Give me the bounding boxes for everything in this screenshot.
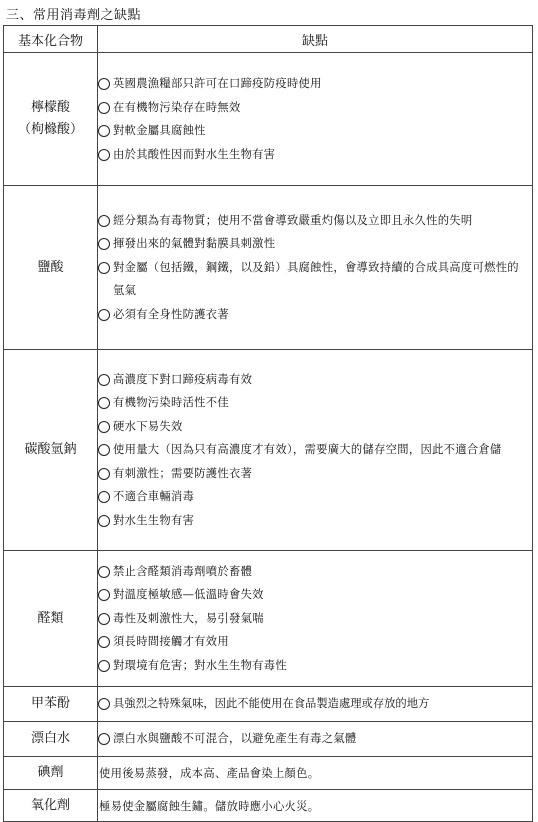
table-row xyxy=(4,790,533,822)
table-row xyxy=(4,186,533,350)
compound-name-cell xyxy=(4,790,98,822)
drawback-item: 對金屬（包括鐵，鋼鐵，以及鉛）具腐蝕性，會導致持續的合成具高度可燃性的氫氣 xyxy=(98,256,529,303)
drawbacks-cell xyxy=(98,53,533,186)
drawback-item: 英國農漁糧部只許可在口蹄疫防疫時使用 xyxy=(98,72,529,96)
drawback-item: 在有機物污染存在時無效 xyxy=(98,96,529,120)
table-row xyxy=(4,687,533,722)
compound-name-cell xyxy=(4,722,98,757)
drawback-item: 揮發出來的氣體對黏膜具刺激性 xyxy=(98,232,529,256)
drawbacks-cell xyxy=(98,687,533,722)
drawback-item: 毒性及刺激性大，易引發氣喘 xyxy=(98,607,529,631)
table-row xyxy=(4,350,533,551)
drawback-item: 由於其酸性因而對水生生物有害 xyxy=(98,143,529,167)
header-row xyxy=(4,26,533,53)
drawbacks-cell xyxy=(98,790,533,822)
compound-name: 氧化劑 xyxy=(30,797,70,813)
circle-bullet-icon xyxy=(98,636,110,648)
table-row xyxy=(4,722,533,757)
circle-bullet-icon xyxy=(98,397,110,409)
compound-name-cell xyxy=(4,53,98,186)
circle-bullet-icon xyxy=(98,262,110,274)
drawback-item: 禁止含醛類消毒劑噴於畜體 xyxy=(98,560,529,584)
circle-bullet-icon xyxy=(98,102,110,114)
circle-bullet-icon xyxy=(98,491,110,503)
circle-bullet-icon xyxy=(98,309,110,321)
drawbacks-cell xyxy=(98,186,533,350)
section-heading: 三、常用消毒劑之缺點 xyxy=(6,8,142,23)
compound-name-cell xyxy=(4,186,98,350)
compound-name: 甲苯酚 xyxy=(30,696,70,711)
column-header-compound: 基本化合物 xyxy=(4,26,98,53)
drawback-text: 使用後易蒸發，成本高、產品會染上顏色。 xyxy=(99,767,320,780)
circle-bullet-icon xyxy=(98,660,110,672)
circle-bullet-icon xyxy=(98,515,110,527)
drawback-item: 對水生生物有害 xyxy=(98,509,529,533)
drawback-item: 硬水下易失效 xyxy=(98,415,529,439)
circle-bullet-icon xyxy=(98,468,110,480)
compound-name: 醛類 xyxy=(37,610,64,626)
circle-bullet-icon xyxy=(98,589,110,601)
circle-bullet-icon xyxy=(98,149,110,161)
disinfectant-drawbacks-table xyxy=(3,25,533,822)
circle-bullet-icon xyxy=(98,78,110,90)
compound-name: 鹽酸 xyxy=(37,259,64,275)
drawback-item: 對軟金屬具腐蝕性 xyxy=(98,119,529,143)
compound-name: 碳酸氫鈉 xyxy=(24,442,77,457)
column-header-drawbacks: 缺點 xyxy=(98,26,533,53)
circle-bullet-icon xyxy=(98,374,110,386)
drawback-item: 對環境有危害；對水生生物有毒性 xyxy=(98,654,529,678)
circle-bullet-icon xyxy=(98,238,110,250)
table-row xyxy=(4,757,533,790)
compound-name: 漂白水 xyxy=(30,731,70,746)
drawback-item: 必須有全身性防護衣著 xyxy=(98,303,529,327)
compound-name-cell xyxy=(4,350,98,551)
compound-alias: （枸櫞酸） xyxy=(17,122,83,137)
drawback-item: 使用量大（因為只有高濃度才有效），需要廣大的儲存空間，因此不適合倉儲 xyxy=(98,438,529,462)
drawback-item: 經分類為有毒物質；使用不當會導致嚴重灼傷以及立即且永久性的失明 xyxy=(98,209,529,233)
compound-name: 碘劑 xyxy=(37,765,64,780)
circle-bullet-icon xyxy=(98,125,110,137)
circle-bullet-icon xyxy=(98,444,110,456)
drawback-item: 須長時間接觸才有效用 xyxy=(98,630,529,654)
compound-name-cell xyxy=(4,757,98,790)
drawback-item: 對溫度極敏感—低溫時會失效 xyxy=(98,583,529,607)
drawbacks-cell xyxy=(98,757,533,790)
circle-bullet-icon xyxy=(98,733,110,745)
table-row xyxy=(4,53,533,186)
drawback-item: 高濃度下對口蹄疫病毒有效 xyxy=(98,368,529,392)
drawback-item: 不適合車輛消毒 xyxy=(98,485,529,509)
circle-bullet-icon xyxy=(98,698,110,710)
drawback-text: 極易使金屬腐蝕生鏽。儲放時應小心火災。 xyxy=(99,799,320,813)
compound-name-cell xyxy=(4,551,98,687)
table-row xyxy=(4,551,533,687)
circle-bullet-icon xyxy=(98,215,110,227)
drawbacks-cell xyxy=(98,722,533,757)
drawback-item: 具強烈之特殊氣味，因此不能使用在食品製造處理或存放的地方 xyxy=(98,692,529,716)
drawback-item: 有機物污染時活性不佳 xyxy=(98,391,529,415)
circle-bullet-icon xyxy=(98,421,110,433)
drawback-item: 漂白水與鹽酸不可混合，以避免產生有毒之氣體 xyxy=(98,727,529,751)
compound-name-cell xyxy=(4,687,98,722)
drawback-item: 有刺激性；需要防護性衣著 xyxy=(98,462,529,486)
compound-name: 檸檬酸 xyxy=(30,100,70,115)
drawbacks-cell xyxy=(98,350,533,551)
drawbacks-cell xyxy=(98,551,533,687)
circle-bullet-icon xyxy=(98,566,110,578)
circle-bullet-icon xyxy=(98,613,110,625)
